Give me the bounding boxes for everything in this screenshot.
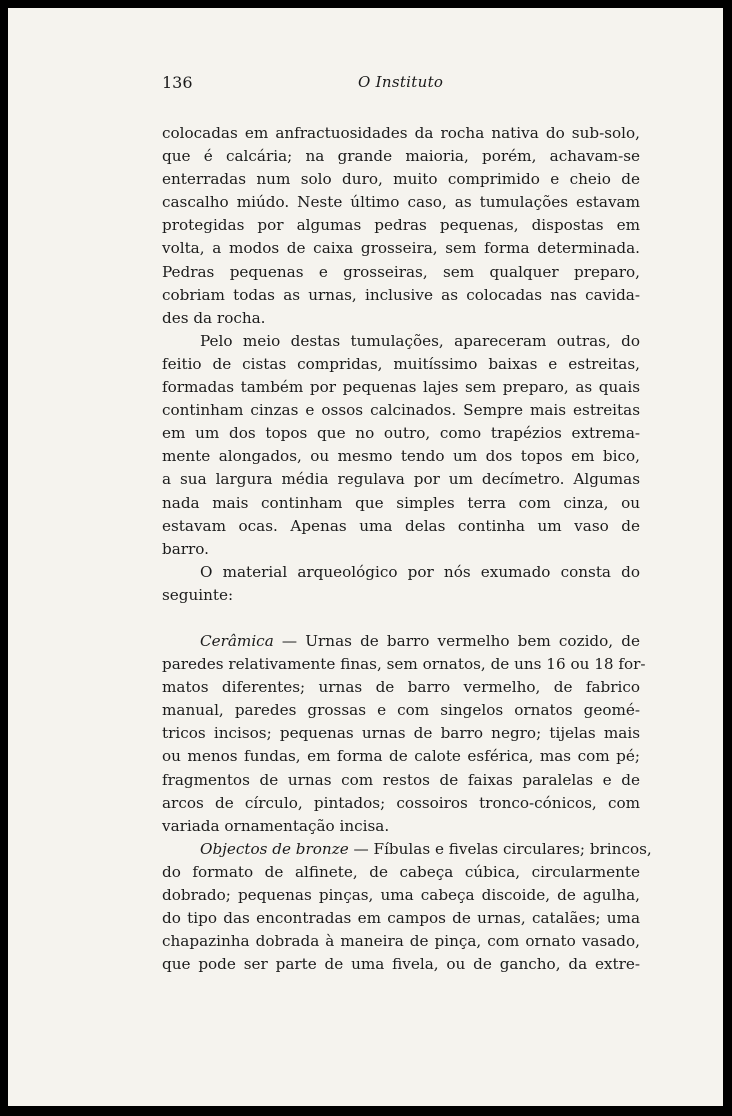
text-line — [162, 838, 652, 861]
text-line: barro. — [162, 539, 210, 558]
text-line-content: Pelo meio destas tumulações, apareceram outras, do — [200, 331, 640, 350]
runin-heading-bronze: Objectos de bronze — [200, 839, 349, 858]
text-line: chapazinha dobrada à maneira de pinça, com ornato vasado, — [162, 932, 640, 951]
text-line-content: O material arqueológico por nós exumado consta do — [200, 562, 640, 581]
text-line: nada mais continham que simples terra com cinza, ou — [162, 493, 640, 512]
text-line: matos diferentes; urnas de barro vermelho, de fabrico — [162, 678, 640, 697]
text-line: feitio de cistas compridas, muitíssimo baixas e estreitas, — [162, 354, 640, 373]
text-line-content: — Urnas de barro vermelho bem cozido, de — [273, 631, 640, 650]
section-gap — [162, 607, 640, 630]
text-line: variada ornamentação incisa. — [162, 816, 390, 835]
text-line: des da rocha. — [162, 308, 266, 327]
text-line: estavam ocas. Apenas uma delas continha um vaso de — [162, 516, 640, 535]
text-line: do formato de alfinete, de cabeça cúbica, circularmente — [162, 862, 640, 881]
paragraph-1 — [162, 122, 640, 330]
text-line: volta, a modos de caixa grosseira, sem forma determinada. — [162, 239, 640, 258]
running-title: O Instituto — [358, 73, 444, 91]
text-line: cascalho miúdo. Neste último caso, as tumulações estavam — [162, 193, 640, 212]
text-line: ou menos fundas, em forma de calote esférica, mas com pé; — [162, 747, 640, 766]
text-line-content: — Fíbulas e fivelas circulares; brincos, — [348, 839, 652, 858]
body-text — [162, 122, 652, 976]
paragraph-3 — [162, 561, 640, 607]
text-line: colocadas em anfractuosidades da rocha nativa do sub-solo, — [162, 124, 640, 142]
text-line: tricos incisos; pequenas urnas de barro negro; tijelas mais — [162, 724, 640, 743]
text-line: protegidas por algumas pedras pequenas, dispostas em — [162, 216, 640, 235]
text-line: em um dos topos que no outro, como trapézios extrema- — [162, 424, 640, 443]
text-line: formadas também por pequenas lajes sem preparo, as quais — [162, 378, 640, 397]
text-line: paredes relativamente finas, sem ornatos, de uns 16 ou 18 for- — [162, 655, 646, 674]
text-line: manual, paredes grossas e com singelos ornatos geomé- — [162, 701, 640, 720]
paragraph-2 — [162, 330, 640, 561]
page-header — [162, 73, 642, 97]
text-line: enterradas num solo duro, muito comprimido e cheio de — [162, 170, 640, 189]
text-line: que pode ser parte de uma fivela, ou de gancho, da extre- — [162, 955, 640, 974]
text-line: seguinte: — [162, 585, 234, 604]
paragraph-bronze — [162, 838, 652, 977]
text-line: arcos de círculo, pintados; cossoiros tronco-cónicos, com — [162, 793, 640, 812]
text-line: cobriam todas as urnas, inclusive as colocadas nas cavida- — [162, 285, 640, 304]
text-line — [162, 330, 640, 353]
text-line — [162, 561, 640, 584]
page-number: 136 — [162, 73, 193, 92]
text-line: a sua largura média regulava por um decímetro. Algumas — [162, 470, 640, 489]
text-line: dobrado; pequenas pinças, uma cabeça discoide, de agulha, — [162, 886, 640, 904]
text-line: que é calcária; na grande maioria, porém, achavam-se — [162, 147, 640, 166]
runin-heading-ceramica: Cerâmica — [200, 631, 274, 650]
text-line: continham cinzas e ossos calcinados. Sempre mais estreitas — [162, 401, 640, 420]
text-line: Pedras pequenas e grosseiras, sem qualquer preparo, — [162, 262, 640, 281]
text-line: fragmentos de urnas com restos de faixas paralelas e de — [162, 770, 640, 789]
paragraph-ceramica — [162, 630, 646, 838]
text-line — [162, 630, 640, 653]
text-line: mente alongados, ou mesmo tendo um dos topos em bico, — [162, 447, 640, 466]
text-line: do tipo das encontradas em campos de urnas, catalães; uma — [162, 909, 640, 928]
book-page — [8, 8, 723, 1106]
